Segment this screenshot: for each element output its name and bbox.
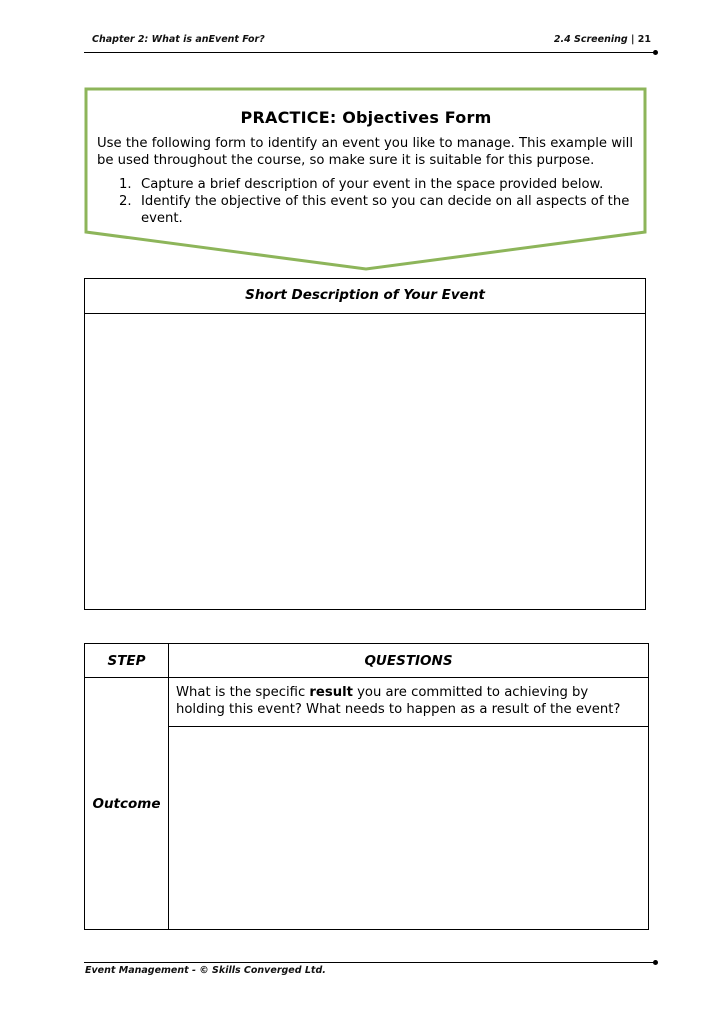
table-header-row (85, 644, 649, 678)
table-row (85, 678, 649, 727)
practice-intro: Use the following form to identify an event you like to manage. This example will be used throughout the course, so make sure it is suitable for this purpose. (97, 136, 633, 168)
question-text-start: What is the specific (176, 685, 310, 700)
event-description-field[interactable] (85, 314, 645, 609)
header-rule (84, 52, 656, 53)
event-description-box (84, 278, 646, 610)
outcome-answer-field[interactable] (169, 727, 649, 930)
practice-step (97, 176, 633, 193)
question-text-end: you are committed to achieving by holding this event? What needs to happen as a result of the event? (176, 685, 621, 717)
footer-rule-dot (653, 960, 658, 965)
step-number: 2. (119, 194, 132, 209)
footer-rule (84, 962, 656, 963)
practice-step (97, 193, 633, 227)
header-rule-dot (653, 50, 658, 55)
practice-steps (97, 176, 633, 227)
event-description-heading: Short Description of Your Event (85, 279, 645, 314)
page-number: 21 (637, 34, 651, 45)
section-page-indicator (554, 34, 651, 45)
step-outcome-label: Outcome (85, 678, 169, 930)
questions-column-header: QUESTIONS (169, 644, 649, 678)
chapter-title: Chapter 2: What is anEvent For? (92, 34, 265, 45)
header-separator: | (630, 34, 635, 45)
step-text: Capture a brief description of your event in the space provided below. (141, 177, 604, 192)
section-name: 2.4 Screening (553, 34, 628, 45)
practice-title: PRACTICE: Objectives Form (240, 108, 492, 127)
footer-text: Event Management - © Skills Converged Ltd. (85, 965, 326, 976)
table-row (85, 727, 649, 930)
objectives-table (84, 643, 649, 930)
outcome-question (169, 678, 649, 727)
step-number: 1. (119, 177, 132, 192)
question-keyword: result (309, 685, 353, 700)
step-text: Identify the objective of this event so you can decide on all aspects of the event. (141, 194, 630, 226)
step-column-header: STEP (85, 644, 169, 678)
